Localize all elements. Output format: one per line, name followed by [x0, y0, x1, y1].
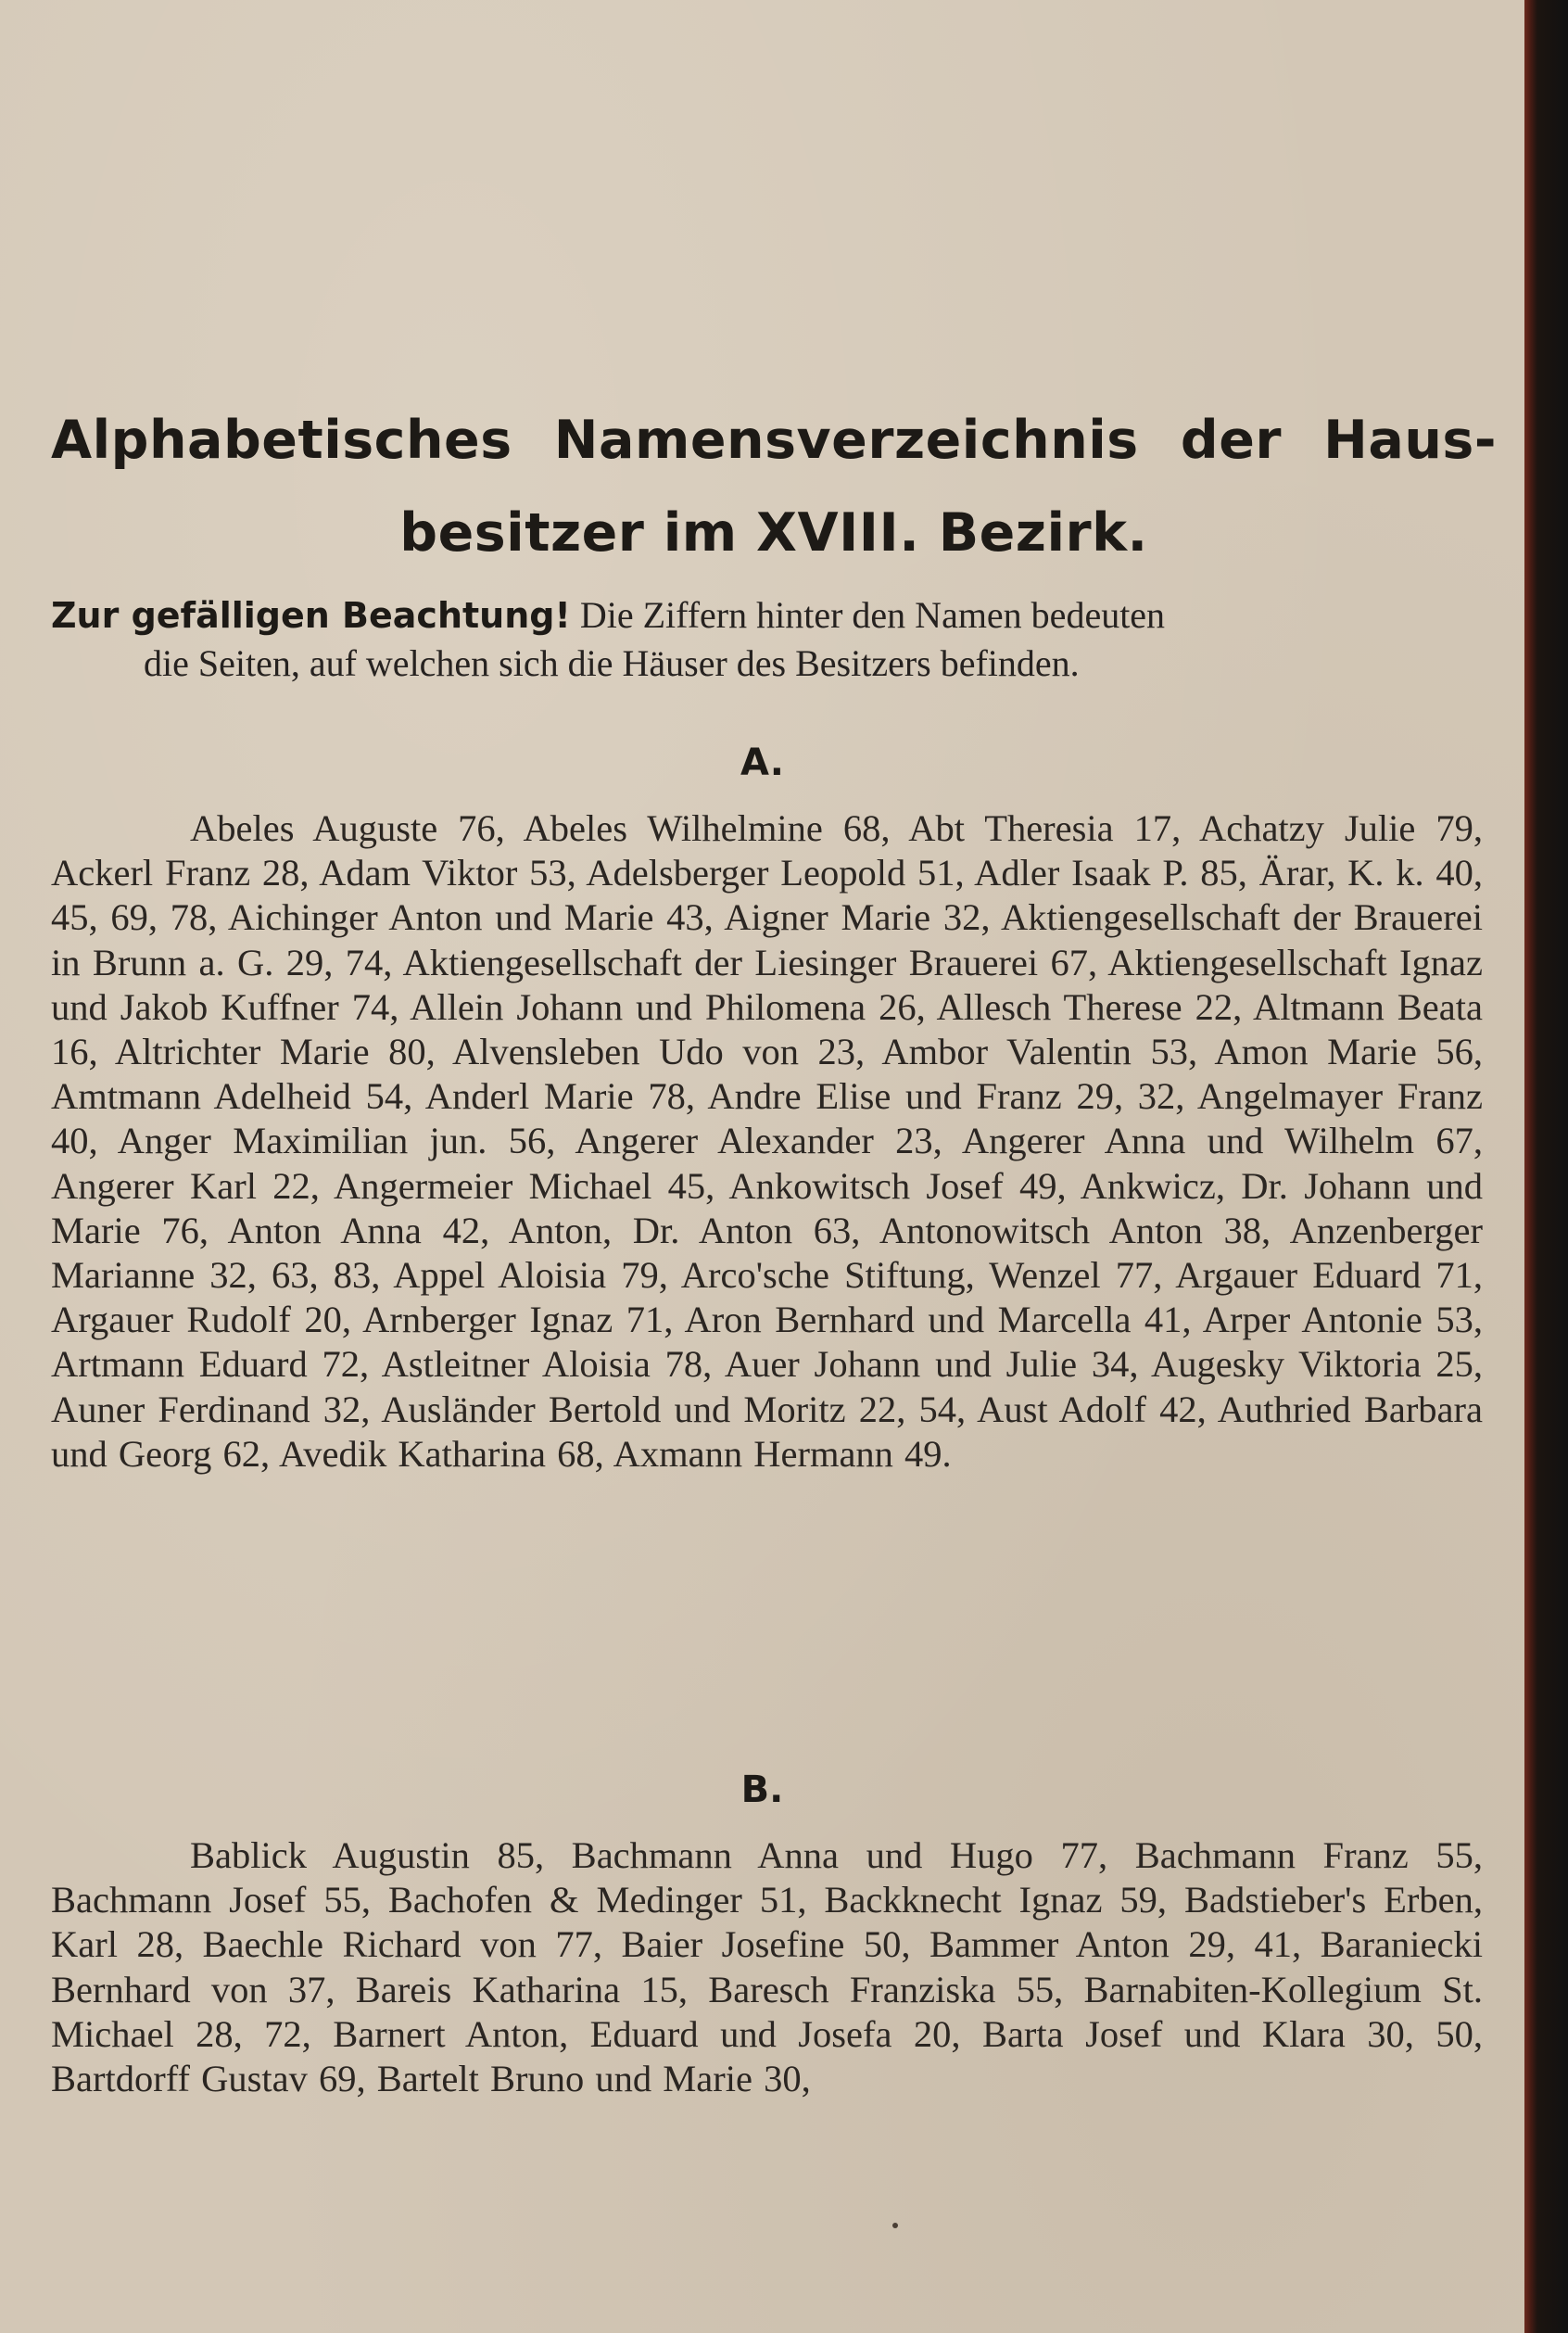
section-letter-b: B. — [740, 1769, 784, 1811]
page-heading — [51, 394, 1497, 579]
section-b-entries: Bablick Augustin 85, Bachmann Anna und Hugo 77, Bachmann Franz 55, Bachmann Josef 55, Bachofen & Medinger 51, Backknecht Ignaz 59, Badstieber's Erben, Karl 28, Baechle Richard von 77, Baier Josefine 50, Bammer Anton 29, 41, Baraniecki Bernhard von 37, Bareis Katharina 15, Baresch Franziska 55, Barnabiten-Kollegium St. Michael 28, 72, Barnert Anton, Eduard und Josefa 20, Barta Josef und Klara 30, 50, Bartdorff Gustav 69, Bartelt Bruno und Marie 30, — [51, 1834, 1483, 2100]
paper-speck — [892, 2223, 898, 2228]
reading-note — [51, 591, 1483, 688]
note-text-2: die Seiten, auf welchen sich die Häuser des Besitzers befinden. — [144, 642, 1080, 684]
heading-line-1: Alphabetisches Namensverzeichnis der Haus- — [51, 410, 1497, 471]
section-letter-a: A. — [740, 742, 784, 784]
heading-line-2: besitzer im XVIII. Bezirk. — [399, 502, 1148, 564]
note-lead: Zur gefälligen Beachtung! — [51, 595, 571, 636]
book-spine-edge — [1524, 0, 1568, 2333]
section-a-entries: Abeles Auguste 76, Abeles Wilhelmine 68, Abt Theresia 17, Achatzy Julie 79, Ackerl Franz 28, Adam Viktor 53, Adelsberger Leopold 51, Adler Isaak P. 85, Ärar, K. k. 40, 45, 69, 78, Aichinger Anton und Marie 43, Aigner Marie 32, Aktiengesellschaft der Brauerei in Brunn a. G. 29, 74, Aktiengesellschaft der Liesinger Brauerei 67, Aktiengesellschaft Ignaz und Jakob Kuffner 74, Allein Johann und Philomena 26, Allesch Therese 22, Altmann Beata 16, Altrichter Marie 80, Alvensleben Udo von 23, Ambor Valentin 53, Amon Marie 56, Amtmann Adelheid 54, Anderl Marie 78, Andre Elise und Franz 29, 32, Angelmayer Franz 40, Anger Maximilian jun. 56, Angerer Alexander 23, Angerer Anna und Wilhelm 67, Angerer Karl 22, Angermeier Michael 45, Ankowitsch Josef 49, Ankwicz, Dr. Johann und Marie 76, Anton Anna 42, Anton, Dr. Anton 63, Antonowitsch Anton 38, Anzenberger Marianne 32, 63, 83, Appel Aloisia 79, Arco'sche Stiftung, Wenzel 77, Argauer Eduard 71, Argauer Rudolf 20, Arnberger Ignaz 71, Aron Bernhard und Marcella 41, Arper Antonie 53, Artmann Eduard 72, Astleitner Aloisia 78, Auer Johann und Julie 34, Augesky Viktoria 25, Auner Ferdinand 32, Ausländer Bertold und Moritz 22, 54, Aust Adolf 42, Authried Barbara und Georg 62, Avedik Katharina 68, Axmann Hermann 49. — [51, 807, 1483, 1475]
note-text-1: Die Ziffern hinter den Namen bedeuten — [579, 594, 1166, 636]
